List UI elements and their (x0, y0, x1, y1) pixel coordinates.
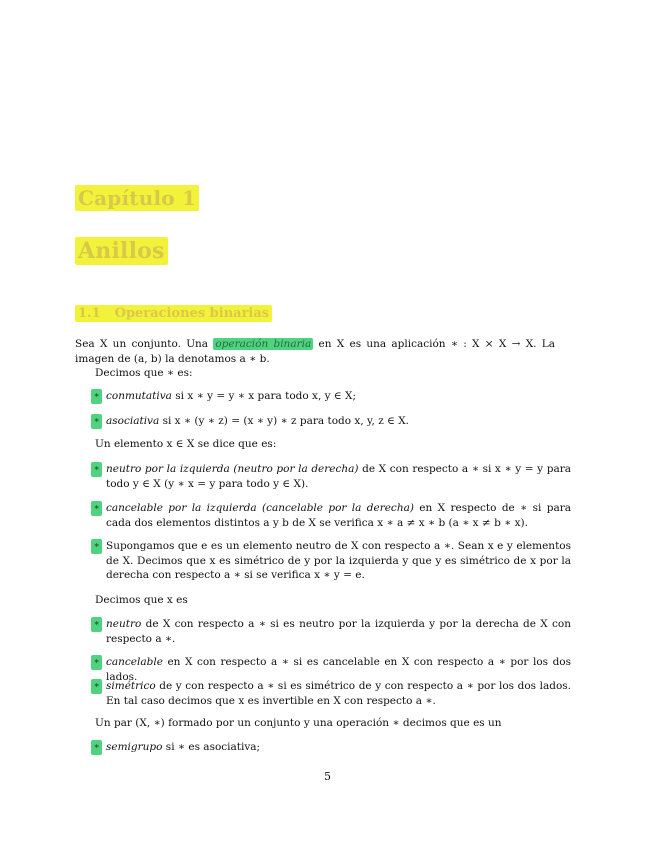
list-item: ∗ Supongamos que e es un elemento neutro de X con respecto a ∗. Sean x e y elementos de X. Decimos que x es simétrico de y por la izquierda y que y es simétrico de x por la derecha con respecto a ∗ si se verifica x ∗ y = e. (91, 539, 571, 583)
bullet-icon: ∗ (91, 740, 102, 755)
decimos-que-line: Decimos que ∗ es: (95, 367, 193, 379)
list-item: ∗ asociativa si x ∗ (y ∗ z) = (x ∗ y) ∗ z para todo x, y, z ∈ X. (91, 414, 571, 429)
bullet-icon: ∗ (91, 655, 102, 670)
section-name: Operaciones binarias (114, 306, 270, 321)
decimos-x-line: Decimos que x es (95, 594, 188, 606)
bullet-icon: ∗ (91, 679, 102, 694)
list-item: ∗ neutro de X con respecto a ∗ si es neutro por la izquierda y por la derecha de X con respecto a ∗. (91, 617, 571, 646)
pair-intro-line: Un par (X, ∗) formado por un conjunto y una operación ∗ decimos que es un (95, 717, 502, 729)
list-item: ∗ simétrico de y con respecto a ∗ si es simétrico de y con respecto a ∗ por los dos lados. En tal caso decimos que x es invertible en X con respecto a ∗. (91, 679, 571, 708)
list-item: ∗ neutro por la izquierda (neutro por la derecha) de X con respecto a ∗ si x ∗ y = y para todo y ∈ X (y ∗ x = y para todo y ∈ X). (91, 462, 571, 491)
element-intro-line: Un elemento x ∈ X se dice que es: (95, 438, 277, 450)
chapter-title: Anillos (75, 238, 168, 264)
bullet-icon: ∗ (91, 389, 102, 404)
highlighted-term: operación binaria (215, 338, 312, 350)
bullet-icon: ∗ (91, 539, 102, 554)
list-item: ∗ semigrupo si ∗ es asociativa; (91, 740, 571, 755)
section-number: 1.1 (78, 306, 101, 321)
page-number: 5 (324, 770, 331, 783)
bullet-icon: ∗ (91, 617, 102, 632)
chapter-label: Capítulo 1 (75, 186, 199, 210)
section-title (75, 306, 272, 321)
bullet-icon: ∗ (91, 501, 102, 516)
bullet-icon: ∗ (91, 414, 102, 429)
intro-paragraph: Sea X un conjunto. Una operación binaria en X es una aplicación ∗ : X × X → X. La imagen de (a, b) la denotamos a ∗ b. (75, 338, 556, 365)
list-item: ∗ conmutativa si x ∗ y = y ∗ x para todo x, y ∈ X; (91, 389, 571, 404)
list-item: ∗ cancelable en X con respecto a ∗ si es cancelable en X con respecto a ∗ por los dos lados. (91, 655, 571, 684)
bullet-icon: ∗ (91, 462, 102, 477)
list-item: ∗ cancelable por la izquierda (cancelable por la derecha) en X respecto de ∗ si para cada dos elementos distintos a y b de X se verifica x ∗ a ≠ x ∗ b (a ∗ x ≠ b ∗ x). (91, 501, 571, 530)
